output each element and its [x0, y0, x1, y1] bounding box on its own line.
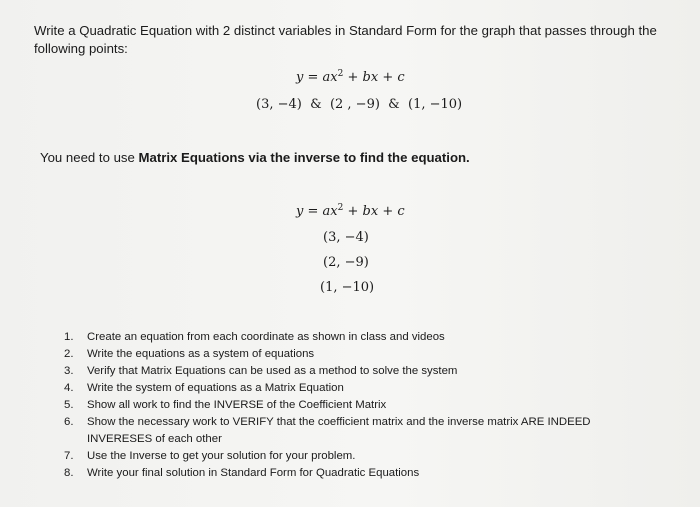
- top-points: (3, −4) & (2 , −9) & (1, −10): [256, 97, 463, 112]
- list-item: 1. Create an equation from each coordinate as shown in class and videos: [64, 331, 445, 343]
- top-quadratic-equation: $y = ax^2$ + bx + c: [296, 69, 405, 85]
- list-item: 3. Verify that Matrix Equations can be used as a method to solve the system: [64, 365, 458, 377]
- list-item: 2. Write the equations as a system of equations: [64, 348, 315, 360]
- list-item: 5. Show all work to find the INVERSE of the Coefficient Matrix: [64, 399, 387, 411]
- intro-line-2: following points:: [34, 41, 128, 56]
- list-item: 8. Write your final solution in Standard Form for Quadratic Equations: [64, 467, 420, 479]
- second-quadratic-equation: $y = ax^2$ + bx + c: [296, 203, 405, 219]
- point-1: (3, −4): [323, 230, 369, 245]
- list-item: 6. Show the necessary work to VERIFY that the coefficient matrix and the inverse matrix ARE INDEED INVERESES of each other: [64, 416, 591, 445]
- instruction: [40, 149, 470, 167]
- steps-list: [64, 329, 612, 482]
- list-item: 4. Write the system of equations as a Matrix Equation: [64, 382, 344, 394]
- point-2: (2, −9): [323, 255, 369, 270]
- eq-y: y: [296, 70, 304, 85]
- point-3: (1, −10): [320, 280, 375, 295]
- list-item: 7. Use the Inverse to get your solution for your problem.: [64, 450, 356, 462]
- instruction-prefix: You need to use: [40, 150, 139, 165]
- instruction-bold: Matrix Equations via the inverse to find the equation.: [138, 150, 470, 165]
- intro-line-1: Write a Quadratic Equation with 2 distinct variables in Standard Form for the graph that passes through the: [34, 23, 657, 38]
